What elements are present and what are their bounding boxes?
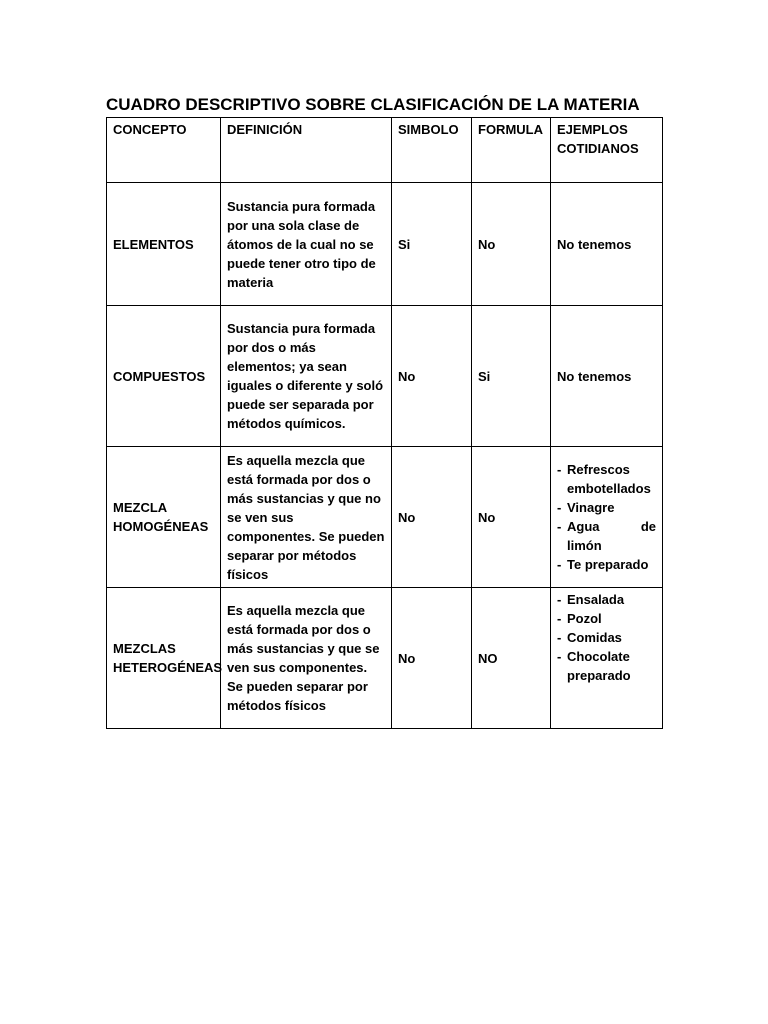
table-row — [107, 306, 663, 447]
concepto-cell: MEZCLAS HETEROGÉNEAS — [107, 588, 221, 729]
ejemplos-cell: No tenemos — [551, 183, 663, 306]
concepto-cell: COMPUESTOS — [107, 306, 221, 447]
formula-cell: Si — [472, 306, 551, 447]
table-header-row — [107, 118, 663, 183]
ejemplos-cell: No tenemos — [551, 306, 663, 447]
concepto-cell: ELEMENTOS — [107, 183, 221, 306]
table-row — [107, 183, 663, 306]
list-item: - Vinagre — [557, 498, 656, 517]
formula-cell: No — [472, 447, 551, 588]
list-item: - Pozol — [557, 609, 656, 628]
header-concepto: CONCEPTO — [107, 118, 221, 183]
ejemplos-list — [557, 590, 656, 685]
list-item: - Te preparado — [557, 555, 656, 574]
header-definicion: DEFINICIÓN — [221, 118, 392, 183]
simbolo-cell: No — [392, 447, 472, 588]
definicion-cell: Sustancia pura formada por una sola clase de átomos de la cual no se puede tener otro tipo de materia — [221, 183, 392, 306]
list-item: - Ensalada — [557, 590, 656, 609]
definicion-cell: Es aquella mezcla que está formada por dos o más sustancias y que no se ven sus componentes. Se pueden separar por métodos físicos — [221, 447, 392, 588]
formula-cell: No — [472, 183, 551, 306]
list-item: - Refrescos embotellados — [557, 460, 656, 498]
simbolo-cell: No — [392, 306, 472, 447]
formula-cell: NO — [472, 588, 551, 729]
simbolo-cell: Si — [392, 183, 472, 306]
definicion-cell: Sustancia pura formada por dos o más elementos; ya sean iguales o diferente y soló puede ser separada por métodos químicos. — [221, 306, 392, 447]
table-row — [107, 447, 663, 588]
list-item: - Chocolate preparado — [557, 647, 656, 685]
header-simbolo: SIMBOLO — [392, 118, 472, 183]
concepto-cell: MEZCLA HOMOGÉNEAS — [107, 447, 221, 588]
classification-table — [106, 117, 663, 729]
header-ejemplos: EJEMPLOS COTIDIANOS — [551, 118, 663, 183]
ejemplos-cell — [551, 588, 663, 729]
ejemplos-list — [557, 460, 656, 574]
list-item: - Agua de limón — [557, 517, 656, 555]
table-row — [107, 588, 663, 729]
list-item: - Comidas — [557, 628, 656, 647]
ejemplos-cell — [551, 447, 663, 588]
simbolo-cell: No — [392, 588, 472, 729]
header-formula: FORMULA — [472, 118, 551, 183]
definicion-cell: Es aquella mezcla que está formada por dos o más sustancias y que se ven sus componentes. Se pueden separar por métodos físicos — [221, 588, 392, 729]
document-title: CUADRO DESCRIPTIVO SOBRE CLASIFICACIÓN DE LA MATERIA — [106, 95, 640, 114]
